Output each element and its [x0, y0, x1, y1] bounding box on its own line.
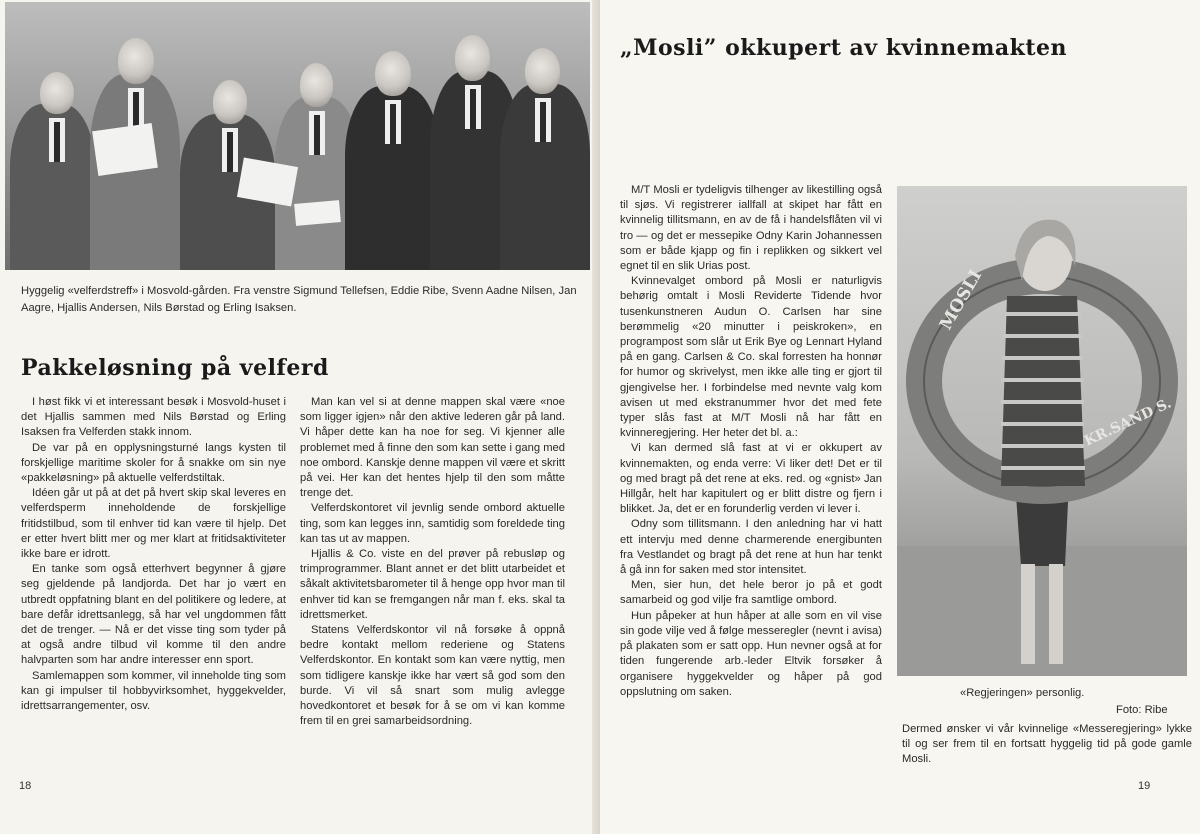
paragraph: Hun påpeker at hun håper at alle som en vil vise sin gode vilje ved å følge messeregler (nevnt i avisa) på plakaten som er satt opp. Hun nevner også at for tiden fungerende arb.-leder Eltvik forsøker å organisere hyggekvelder og håper på god oppslutning om saken. [620, 609, 882, 698]
person-figure [500, 40, 590, 270]
page-number-right: 19 [1138, 780, 1151, 792]
paragraph: Idéen går ut på at det på hvert skip skal leveres en velferdsperm inneholdende de forskjellige fritidstilbud, som til enhver tid kan være til hjelp. Det er etter hvert blitt mer og mer klart at fritidsaktiviteter ikke bare er idrott. [21, 487, 286, 561]
page-number-left: 18 [19, 780, 32, 792]
right-column [620, 183, 882, 700]
lifebuoy-scene [897, 186, 1187, 676]
paragraph: Vi kan dermed slå fast at vi er okkupert av kvinnemakten, og enda verre: Vi liker det! Det er til og med bragt på det rene at eks. red. og «gnist» Jan Hillgår, helt har kapitulert og er blitt distre og fjern i blikket. Ja, det er en forunderlig verden vi lever i. [620, 442, 882, 516]
paragraph: De var på en opplysningsturné langs kysten til forskjellige maritime skoler for å snakke om sin nye «pakkeløsning» på aktuelle velferdstiltak. [21, 441, 286, 485]
paragraph: Samlemappen som kommer, vil inneholde ting som kan gi impulser til hobbyvirksomhet, hyggekvelder, idrettsarrangementer, osv. [21, 669, 286, 713]
paragraph: Statens Velferdskontor vil nå forsøke å oppnå bedre kontakt mellom rederiene og Statens Velferdskontor. En kontakt som kan være nyttig, men som tidligere kanskje ikke har vært så god som den burde. Vi vil så snart som mulig avlegge hovedkontoret et besøk for å se om vi kan komme frem til en grei samarbeidsordning. [300, 624, 565, 728]
paragraph: Velferdskontoret vil jevnlig sende ombord aktuelle ting, som kan legges inn, samtidig som foreldede ting kan tas ut av mappen. [300, 502, 565, 545]
group-photo [5, 2, 590, 270]
paragraph: En tanke som også etterhvert begynner å gjøre seg gjeldende på landjorda. Det har jo vært en utbredt oppfatning blant en del politikere og ledere, at bare defår idrettsanlegg, så har vel ungdommen fått det de trenger. — Nå er det visse ting som tyder på at også andre tilbud vil komme til den andre halvparten som har andre interesser enn sport. [21, 563, 286, 667]
paragraph: I høst fikk vi et interessant besøk i Mosvold-huset i det Hjallis sammen med Nils Børstad og Erling Isaksen fra Velferden stakk innom. [21, 396, 286, 439]
paper-sheet [92, 123, 158, 176]
paper-sheet [294, 200, 341, 226]
left-column-2 [300, 395, 565, 729]
paragraph: Men, sier hun, det hele beror jo på et godt samarbeid og god vilje fra samtlige ombord. [620, 579, 882, 607]
paragraph: Man kan vel si at denne mappen skal være «noe som ligger igjen» når den aktive lederen går på land. Vi håper dette kan ha noe for seg. Vi kjenner alle problemet med å finne den som kan sette i gang med noe ombord. Kanskje denne mappen vil være et skritt på vei. Her kan det hentes hjelp til den som måtte trenge det. [300, 396, 565, 500]
paragraph: Hjallis & Co. viste en del prøver på rebusløp og trimprogrammer. Blant annet er det blitt utarbeidet et såkalt aktivitetsbarometer til å henge opp hvor man til enhver tid kan se fremgangen når man f. eks. skal ta idrettsmerket. [300, 548, 565, 621]
left-headline: Pakkeløsning på velferd [21, 355, 329, 381]
buoy-lettering-top: MOSLI [936, 266, 987, 334]
lifebuoy-photo-text: Dermed ønsker vi vår kvinnelige «Messeregjering» lykke til og ser frem til en fortsatt hyggelig tid på gode gamle Mosli. [902, 723, 1192, 766]
paragraph: Kvinnevalget ombord på Mosli er naturligvis behørig omtalt i Mosli Reviderte Tidende hvor tusenkunstneren Audun O. Carlsen har sine berømmelig «20 minutter i peiskroken», en programpost som slår ut Erik Bye og Lennart Hyland på en gang. Carlsen & Co. skal forresten ha honnør for humor og skrivelyst, men ikke alle ting er gjort til gjengivelse her. I forbindelse med nevnte valg kom avisen ut med ekstranummer hvor det med fete typer slås fast at M/T Mosli nå har fått en kvinneregjering. Her heter det bl. a.: [620, 275, 882, 440]
group-photo-caption: Hyggelig «velferdstreff» i Mosvold-gården. Fra venstre Sigmund Tellefsen, Eddie Ribe, Svenn Aadne Nilsen, Jan Aagre, Hjallis Andersen, Nils Børstad og Erling Isaksen. [21, 285, 577, 314]
lifebuoy-photo-caption: «Regjeringen» personlig. [960, 687, 1085, 699]
right-page [600, 0, 1200, 834]
left-column-1 [21, 395, 286, 714]
paragraph: M/T Mosli er tydeligvis tilhenger av likestilling også til sjøs. Vi registrerer iallfall at skipet har fått en kvinnelig tillitsmann, en av de få i handelsflåten vil vi tro — og det er messepike Odny Karin Johannessen som er både kjapp og fin i replikken og sikkert vel egnet til en slik Urias post. [620, 184, 882, 273]
buoy-lettering-bottom: KR.SAND S. [1081, 395, 1174, 450]
lifebuoy-photo-credit: Foto: Ribe [1116, 704, 1168, 716]
lifebuoy-photo [897, 186, 1187, 676]
right-headline: „Mosli” okkupert av kvinnemakten [620, 35, 1068, 61]
paragraph: Odny som tillitsmann. I den anledning har vi hatt ett intervju med denne charmerende energibunten fra Vestlandet og bragt på det rene at hun har tenkt å gå inn for saken med stor intensitet. [620, 518, 882, 577]
person-figure [10, 60, 95, 270]
person-figure [345, 45, 440, 270]
